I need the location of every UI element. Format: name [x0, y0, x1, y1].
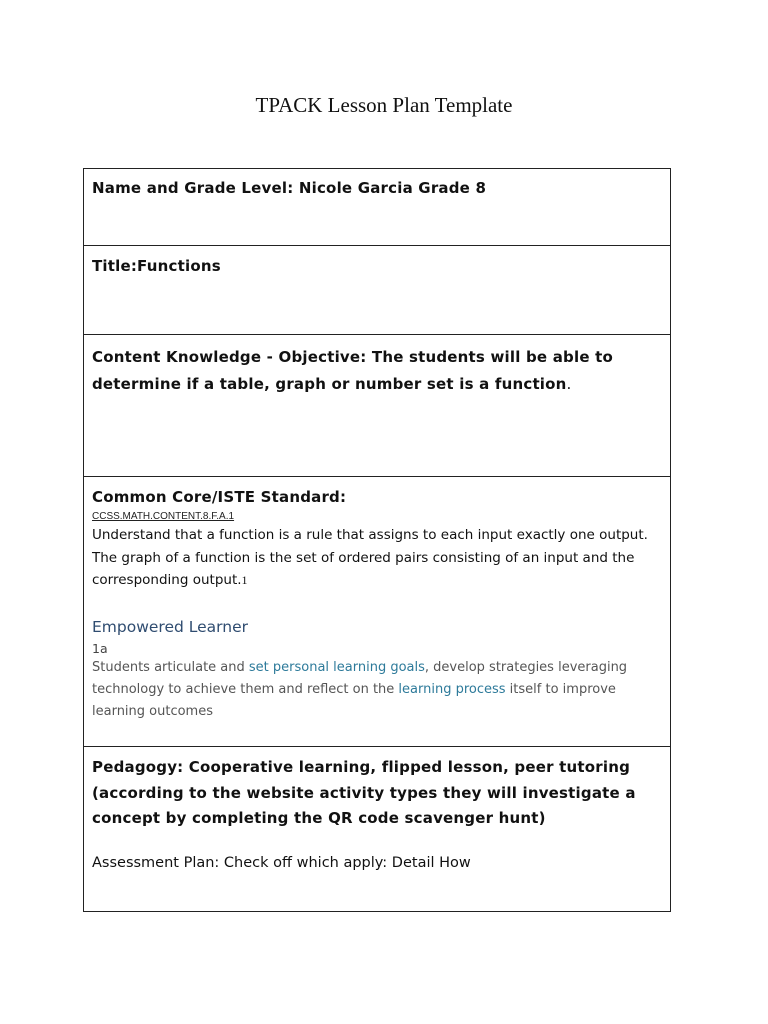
lesson-title-text: Title:Functions: [92, 257, 221, 275]
lesson-plan-table: [83, 168, 671, 912]
row-standard: [84, 477, 670, 747]
iste-text-part-3: itself to improve learning outcomes: [92, 682, 616, 719]
document-title: TPACK Lesson Plan Template: [255, 93, 513, 117]
iste-code: 1a: [92, 641, 108, 656]
standard-footnote: 1: [241, 573, 248, 587]
standard-heading: Common Core/ISTE Standard:: [92, 488, 347, 506]
iste-text-part-2: , develop strategies leveraging technology to achieve them and reflect on the: [92, 660, 628, 697]
standard-description-text: Understand that a function is a rule that assigns to each input exactly one output. The graph of a function is the set of ordered pairs consisting of an input and the corresponding output.: [92, 527, 648, 588]
row-title: [84, 246, 670, 335]
pedagogy-text: Pedagogy: Cooperative learning, flipped lesson, peer tutoring (according to the website activity types they will investigate a concept by completing the QR code scavenger hunt): [92, 758, 636, 827]
iste-heading: Empowered Learner: [92, 618, 248, 636]
iste-link-learning-goals[interactable]: set personal learning goals: [248, 660, 425, 675]
standard-description: [92, 524, 656, 592]
iste-description: [92, 657, 660, 723]
iste-text-part-1: Students articulate and: [92, 660, 249, 675]
name-grade-text: Name and Grade Level: Nicole Garcia Grade 8: [92, 179, 487, 197]
row-pedagogy: [84, 747, 670, 911]
standard-code-link[interactable]: CCSS.MATH.CONTENT.8.F.A.1: [92, 511, 235, 522]
row-name-grade: [84, 169, 670, 246]
row-content-knowledge: [84, 335, 670, 477]
content-knowledge-text: [92, 344, 658, 398]
content-knowledge-objective: Content Knowledge - Objective: The students will be able to determine if a table, graph or number set is a function: [92, 348, 613, 393]
iste-link-learning-process[interactable]: learning process: [398, 682, 506, 697]
assessment-plan-text: Assessment Plan: Check off which apply: Detail How: [92, 855, 471, 871]
content-knowledge-period: .: [566, 375, 572, 393]
